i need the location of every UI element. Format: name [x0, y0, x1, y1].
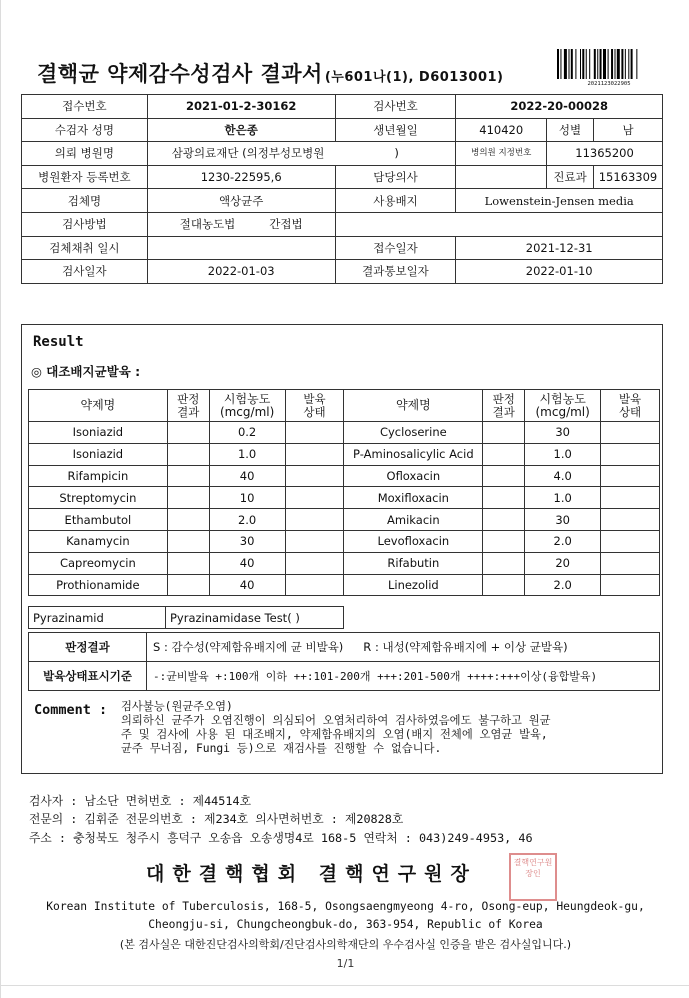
test-conc: 40: [209, 574, 285, 596]
judge-result: [483, 509, 525, 531]
test-conc: 2.0: [525, 574, 601, 596]
test-date: 2022-01-03: [147, 260, 335, 284]
birth-label: 생년월일: [335, 118, 456, 142]
medium-label: 사용배지: [335, 189, 456, 213]
judge-result: [483, 574, 525, 596]
page-number: 1/1: [336, 957, 355, 970]
english-address-1: Korean Institute of Tuberculosis, 168-5, Osongsaengmyeong 4-ro, Osong-eup, Heungdeok-gu,: [46, 900, 645, 913]
judgement-table: [28, 632, 660, 691]
method-indirect: 간접법: [269, 217, 303, 232]
header-growth-b1: 발육: [618, 391, 642, 406]
title-text: 결핵균 약제감수성검사 결과서: [37, 62, 323, 86]
header-judge-b: [483, 390, 525, 422]
drug-susceptibility-table: [28, 389, 660, 596]
drug-name: Amikacin: [344, 509, 483, 531]
test-conc: 1.0: [525, 443, 601, 465]
received-date: 2021-12-31: [456, 236, 663, 260]
drug-name: Levofloxacin: [344, 530, 483, 552]
header-conc-b2: (mcg/ml): [535, 404, 590, 419]
method-label: 검사방법: [22, 212, 148, 236]
drug-name: Ethambutol: [29, 509, 168, 531]
header-conc-b: [525, 390, 601, 422]
test-conc: 2.0: [525, 530, 601, 552]
test-conc: 2.0: [209, 509, 285, 531]
sex-value: 남: [594, 118, 663, 142]
header-conc-1: 시험농도: [223, 391, 271, 406]
english-address-2: Cheongju-si, Chungcheongbuk-do, 363-954, Republic of Korea: [148, 918, 543, 931]
drug-name: Linezolid: [344, 574, 483, 596]
header-growth-b: [601, 390, 660, 422]
drug-name: Kanamycin: [29, 530, 168, 552]
footer-tester: 검사자 : 남소단 면허번호 : 제44514호: [29, 794, 251, 808]
growth-state: [285, 574, 344, 596]
growth-state: [601, 443, 660, 465]
report-date: 2022-01-10: [456, 260, 663, 284]
hospital-cell: [147, 142, 456, 166]
header-judge-b1: 판정: [492, 391, 515, 406]
judge-result: [167, 465, 209, 487]
test-conc: 4.0: [525, 465, 601, 487]
test-conc: 1.0: [525, 487, 601, 509]
header-judge: [167, 390, 209, 422]
patient-name-label: 수검자 성명: [22, 118, 148, 142]
comment-line-2: 의뢰하신 균주가 오염진행이 의심되어 오염처리하여 검사하였음에도 불구하고 원균: [121, 714, 551, 727]
growth-state: [601, 487, 660, 509]
reg-no-label: 병원환자 등록번호: [22, 165, 148, 189]
test-no-label: 검사번호: [335, 95, 456, 119]
hospital-code-label: 병의원 지정번호: [456, 142, 547, 166]
judge-result: [167, 552, 209, 574]
header-drug-name: 약제명: [29, 390, 168, 422]
pyrazinamid-label: Pyrazinamid: [29, 607, 166, 629]
growth-state: [285, 443, 344, 465]
judge-result: [167, 422, 209, 444]
doctor-name: [456, 165, 547, 189]
drug-name: P-Aminosalicylic Acid: [344, 443, 483, 465]
official-seal-icon: 결핵연구원장인: [509, 853, 557, 901]
specimen-value: 액상균주: [147, 189, 335, 213]
test-conc: 10: [209, 487, 285, 509]
judge-result: [483, 552, 525, 574]
received-label: 접수일자: [335, 236, 456, 260]
table-row: [29, 552, 660, 574]
test-conc: 30: [209, 530, 285, 552]
growth-state: [601, 574, 660, 596]
test-no: 2022-20-00028: [456, 95, 663, 119]
table-row: [29, 487, 660, 509]
medium-value: Lowenstein-Jensen media: [456, 189, 663, 213]
drug-name: Ofloxacin: [344, 465, 483, 487]
collect-value: [147, 236, 335, 260]
hospital-code: 11365200: [547, 142, 663, 166]
barcode-icon: [557, 49, 661, 79]
collect-label: 검체채취 일시: [22, 236, 148, 260]
header-growth-b2: 상태: [618, 404, 642, 419]
document-title: [37, 58, 503, 88]
control-growth-heading: ◎ 대조배지균발육 :: [31, 364, 141, 379]
test-conc: 20: [525, 552, 601, 574]
comment-text: [121, 700, 661, 756]
result-heading: Result: [33, 334, 84, 350]
reg-no: 1230-22595,6: [147, 165, 335, 189]
drug-name: Isoniazid: [29, 443, 168, 465]
drug-name: Rifampicin: [29, 465, 168, 487]
hospital-close: ): [394, 146, 399, 161]
dept-label: 진료과: [547, 165, 594, 189]
test-conc: 30: [525, 509, 601, 531]
receipt-no-label: 접수번호: [22, 95, 148, 119]
pyrazinamid-table: [28, 606, 344, 629]
hospital-label: 의뢰 병원명: [22, 142, 148, 166]
growth-state: [285, 487, 344, 509]
test-conc: 0.2: [209, 422, 285, 444]
judgement-s: S : 감수성(약제함유배지에 균 비발육): [153, 640, 344, 654]
specimen-label: 검체명: [22, 189, 148, 213]
test-conc: 40: [209, 465, 285, 487]
barcode-number: 2021123022905: [587, 81, 631, 87]
sex-label: 성별: [547, 118, 594, 142]
comment-line-4: 균주 무너짐, Fungi 등)으로 재검사를 진행할 수 없습니다.: [121, 742, 442, 755]
table-row: [29, 509, 660, 531]
birth-date: 410420: [456, 118, 547, 142]
judge-result: [167, 530, 209, 552]
judge-result: [483, 530, 525, 552]
report-date-label: 결과통보일자: [335, 260, 456, 284]
growth-state: [601, 422, 660, 444]
drug-name: Streptomycin: [29, 487, 168, 509]
header-drug-name-2: 약제명: [344, 390, 483, 422]
footer-specialist: 전문의 : 김휘준 전문의번호 : 제234호 의사면허번호 : 제20828호: [29, 812, 404, 826]
comment-line-1: 검사불능(원균주오염): [121, 700, 233, 713]
test-conc: 30: [525, 422, 601, 444]
method-empty: [335, 212, 662, 236]
hospital-name: 삼광의료재단 (의정부성모병원: [171, 146, 325, 161]
judge-result: [483, 487, 525, 509]
table-row: [29, 574, 660, 596]
comment-line-3: 주 및 검사에 사용 된 대조배지, 약제함유배지의 오염(배지 전체에 오염균 발육,: [121, 728, 548, 741]
header-judge-1: 판정: [177, 391, 200, 406]
judge-result: [167, 487, 209, 509]
patient-name: 한은종: [147, 118, 335, 142]
comment-label: Comment :: [34, 702, 108, 718]
judge-result: [483, 422, 525, 444]
judgement-label: 판정결과: [29, 633, 147, 662]
test-conc: 40: [209, 552, 285, 574]
growth-state: [285, 422, 344, 444]
growth-state: [601, 530, 660, 552]
footer-address: 주소 : 충청북도 청주시 흥덕구 오송읍 오송생명4로 168-5 연락처 : 043)249-4953, 46: [29, 831, 533, 845]
pyrazinamidase-test: Pyrazinamidase Test( ): [166, 607, 344, 629]
drug-name: Isoniazid: [29, 422, 168, 444]
table-row: [29, 465, 660, 487]
header-conc-2: (mcg/ml): [219, 404, 275, 419]
header-conc: [209, 390, 285, 422]
header-judge-2: 결과: [177, 404, 200, 419]
judge-result: [483, 443, 525, 465]
receipt-no: 2021-01-2-30162: [147, 95, 335, 119]
drug-name: Moxifloxacin: [344, 487, 483, 509]
drug-name: Rifabutin: [344, 552, 483, 574]
page-divider: [1, 985, 689, 986]
growth-state: [285, 552, 344, 574]
test-date-label: 검사일자: [22, 260, 148, 284]
growth-state: [601, 552, 660, 574]
method-absolute: 절대농도법: [179, 217, 236, 232]
header-conc-b1: 시험농도: [539, 391, 586, 406]
drug-table-header: [29, 390, 660, 422]
growth-state: [285, 509, 344, 531]
doctor-label: 담당의사: [335, 165, 456, 189]
growth-state: [285, 465, 344, 487]
header-growth: [285, 390, 344, 422]
judge-result: [167, 443, 209, 465]
judge-result: [167, 574, 209, 596]
header-judge-b2: 결과: [492, 404, 515, 419]
patient-info-table: [21, 94, 663, 284]
table-row: [29, 422, 660, 444]
judgement-r: R : 내성(약제함유배지에 + 이상 균발육): [363, 640, 568, 654]
growth-std-text: -:균비발육 +:100개 이하 ++:101-200개 +++:201-500개 ++++:+++이상(융합발육): [147, 662, 660, 691]
growth-state: [601, 509, 660, 531]
drug-name: Capreomycin: [29, 552, 168, 574]
growth-state: [285, 530, 344, 552]
dept-value: 15163309: [594, 165, 663, 189]
judge-result: [483, 465, 525, 487]
header-growth-1: 발육: [303, 391, 326, 406]
certification-note: (본 검사실은 대한진단검사의학회/진단검사의학재단의 우수검사실 인증을 받은 검사실입니다.): [119, 938, 572, 951]
header-growth-2: 상태: [303, 404, 326, 419]
drug-name: Cycloserine: [344, 422, 483, 444]
growth-std-label: 발육상태표시기준: [29, 662, 147, 691]
organization-name: 대한결핵협회 결핵연구원장: [146, 863, 477, 885]
judge-result: [167, 509, 209, 531]
title-code: (누601나(1), D6013001): [324, 70, 504, 85]
table-row: [29, 530, 660, 552]
judgement-criteria: [147, 633, 660, 662]
drug-name: Prothionamide: [29, 574, 168, 596]
test-conc: 1.0: [209, 443, 285, 465]
method-cell: [147, 212, 335, 236]
table-row: [29, 443, 660, 465]
growth-state: [601, 465, 660, 487]
